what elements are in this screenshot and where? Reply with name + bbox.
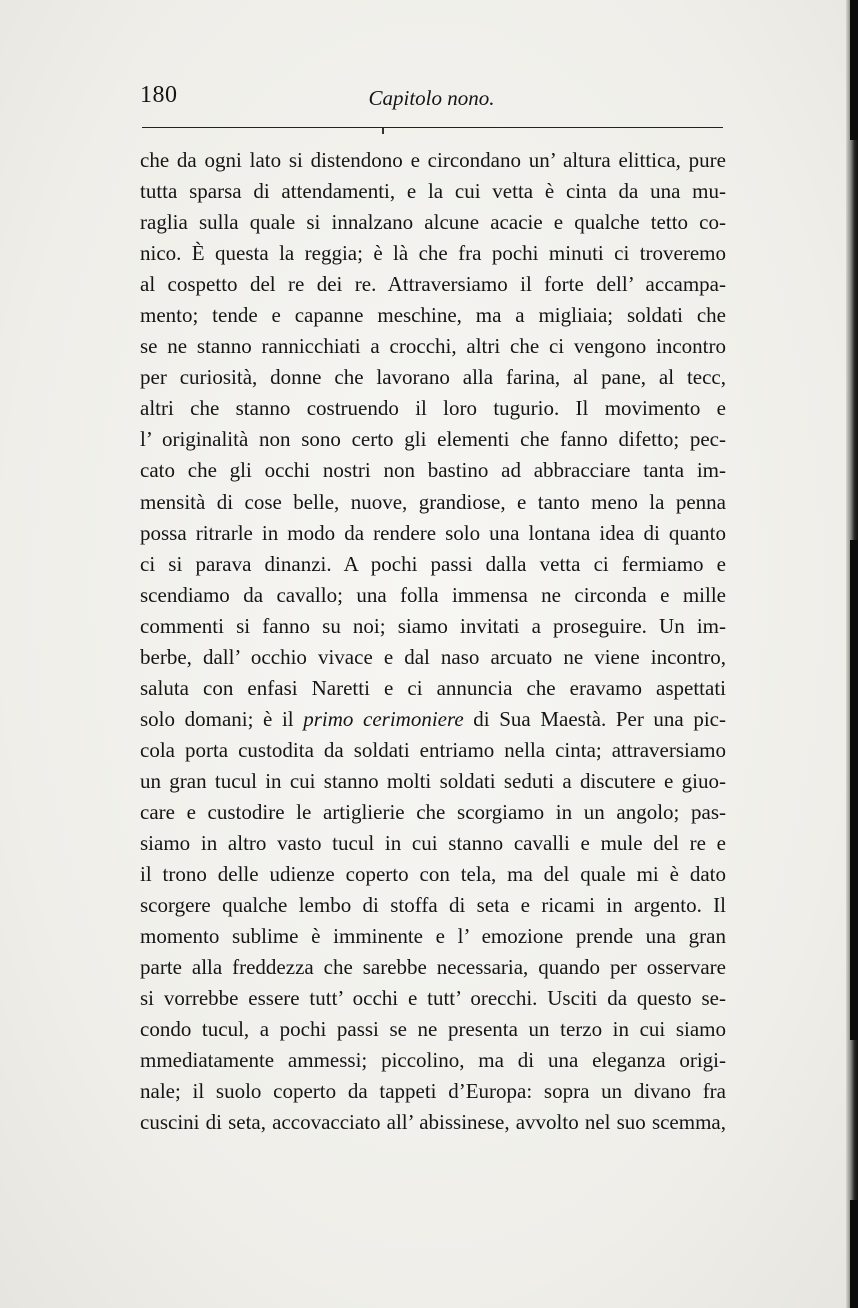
spine-edge-mark — [850, 540, 858, 1040]
text-line: mensità di cose belle, nuove, grandiose, e tanto meno la penna — [140, 489, 726, 514]
text-line: condo tucul, a pochi passi se ne presenta un terzo in cui siamo — [140, 1017, 726, 1042]
text-line: un gran tucul in cui stanno molti soldati seduti a discutere e giuo- — [140, 768, 726, 793]
text-line: che da ogni lato si distendono e circondano un’ altura elittica, pure — [140, 148, 726, 172]
italic-phrase: primo cerimoniere — [303, 706, 464, 731]
text-line: commenti si fanno su noi; siamo invitati a proseguire. Un im- — [140, 613, 726, 638]
text-line: care e custodire le artiglierie che scorgiamo in un angolo; pas- — [140, 799, 726, 824]
text-line: se ne stanno rannicchiati a crocchi, altri che ci vengono incontro — [140, 334, 726, 359]
text-line: scorgere qualche lembo di stoffa di seta e ricami in argento. Il — [140, 893, 726, 918]
text-line: mento; tende e capanne meschine, ma a migliaia; soldati che — [140, 303, 726, 328]
page-number: 180 — [140, 82, 178, 108]
text-line: nale; il suolo coperto da tappeti d’Europa: sopra un divano fra — [140, 1079, 726, 1104]
text-line: ci si parava dinanzi. A pochi passi dalla vetta ci fermiamo e — [140, 551, 726, 576]
text-fragment: solo domani; è il — [140, 706, 304, 731]
text-line: per curiosità, donne che lavorano alla farina, al pane, al tecc, — [140, 365, 726, 390]
text-line: raglia sulla quale si innalzano alcune acacie e qualche tetto co- — [140, 210, 726, 235]
text-line: altri che stanno costruendo il loro tugurio. Il movimento e — [140, 396, 726, 421]
body-text — [140, 145, 726, 1139]
text-fragment: di Sua Maestà. Per una pic- — [463, 706, 726, 731]
header-rule — [142, 127, 723, 128]
spine-edge-mark — [850, 1200, 858, 1308]
text-line: al cospetto del re dei re. Attraversiamo il forte dell’ accampa- — [140, 272, 726, 297]
text-line: siamo in altro vasto tucul in cui stanno cavalli e mule del re e — [140, 831, 726, 856]
text-line: nico. È questa la reggia; è là che fra pochi minuti ci troveremo — [140, 241, 726, 266]
text-line: tutta sparsa di attendamenti, e la cui vetta è cinta da una mu- — [140, 179, 726, 204]
text-line: cola porta custodita da soldati entriamo nella cinta; attraversiamo — [140, 737, 726, 762]
text-line: parte alla freddezza che sarebbe necessaria, quando per osservare — [140, 955, 726, 980]
text-line: si vorrebbe essere tutt’ occhi e tutt’ orecchi. Usciti da questo se- — [140, 986, 726, 1011]
text-line: momento sublime è imminente e l’ emozione prende una gran — [140, 924, 726, 949]
running-title: Capitolo nono. — [368, 86, 495, 110]
text-line: cato che gli occhi nostri non bastino ad abbracciare tanta im- — [140, 458, 726, 483]
text-line: mmediatamente ammessi; piccolino, ma di una eleganza origi- — [140, 1048, 726, 1073]
spine-edge-mark — [850, 0, 858, 140]
text-line: il trono delle udienze coperto con tela, ma del quale mi è dato — [140, 862, 726, 887]
text-line: l’ originalità non sono certo gli elementi che fanno difetto; pec- — [140, 427, 726, 452]
text-line: possa ritrarle in modo da rendere solo una lontana idea di quanto — [140, 520, 726, 545]
page-header — [140, 82, 723, 114]
rule-tick-mark — [382, 128, 384, 134]
text-line: scendiamo da cavallo; una folla immensa ne circonda e mille — [140, 582, 726, 607]
text-line: cuscini di seta, accovacciato all’ abissinese, avvolto nel suo scemma, — [140, 1110, 726, 1135]
text-line: saluta con enfasi Naretti e ci annuncia che eravamo aspettati — [140, 675, 726, 700]
text-line: berbe, dall’ occhio vivace e dal naso arcuato ne viene incontro, — [140, 644, 726, 669]
text-line-with-italic — [140, 704, 726, 735]
